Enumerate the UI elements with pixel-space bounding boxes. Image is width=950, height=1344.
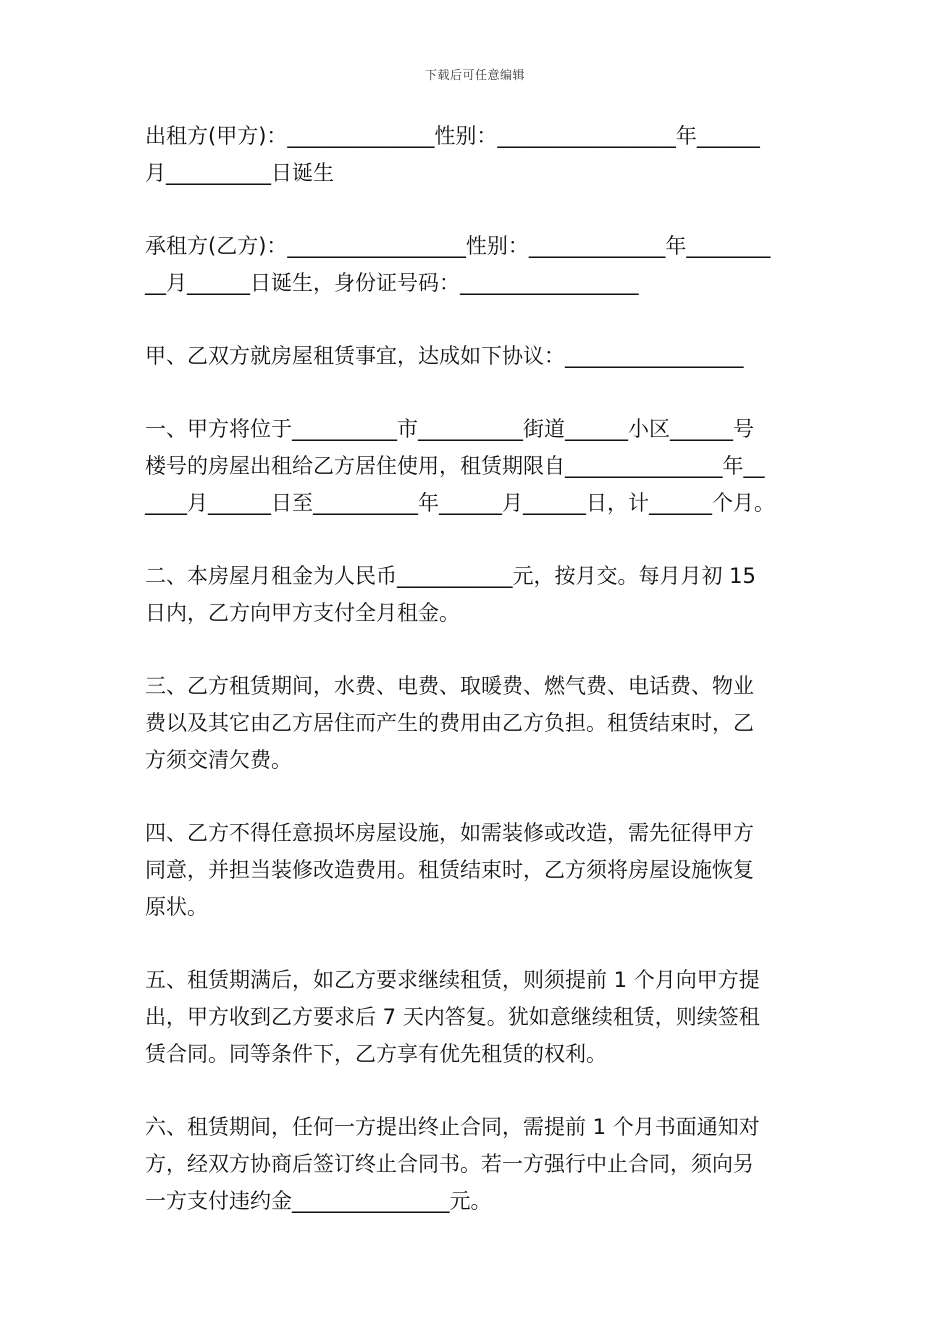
text-line: 同意，并担当装修改造费用。租赁结束时，乙方须将房屋设施恢复 <box>145 858 754 882</box>
clause-5 <box>145 962 810 1073</box>
text-line: 费以及其它由乙方居住而产生的费用由乙方负担。租赁结束时，乙 <box>145 711 754 735</box>
text-line: 一方支付违约金_______________元。 <box>145 1189 492 1213</box>
paragraph-lessee <box>145 228 810 302</box>
clause-6 <box>145 1109 810 1220</box>
text-line: 月__________日诞生 <box>145 161 334 185</box>
clause-4 <box>145 815 810 926</box>
text-line: 方，经双方协商后签订终止合同书。若一方强行中止合同，须向另 <box>145 1152 754 1176</box>
clause-2 <box>145 558 810 632</box>
text-line: 甲、乙双方就房屋租赁事宜，达成如下协议：_________________ <box>145 344 744 368</box>
text-line: 三、乙方租赁期间，水费、电费、取暖费、燃气费、电话费、物业 <box>145 674 754 698</box>
clause-1 <box>145 411 810 522</box>
text-line: 日内，乙方向甲方支付全月租金。 <box>145 601 460 625</box>
text-line: 二、本房屋月租金为人民币___________元，按月交。每月月初 15 <box>145 564 756 588</box>
text-line: ____月______日至__________年______月______日，计______个月。 <box>145 491 775 515</box>
contract-body <box>145 118 810 1256</box>
text-line: 六、租赁期间，任何一方提出终止合同，需提前 1 个月书面通知对 <box>145 1115 760 1139</box>
text-line: 出租方(甲方)：______________性别：_________________年______ <box>145 124 760 148</box>
page-header: 下载后可任意编辑 <box>424 68 525 82</box>
text-line: 方须交清欠费。 <box>145 748 292 772</box>
clause-3 <box>145 668 810 779</box>
text-line: 赁合同。同等条件下，乙方享有优先租赁的权利。 <box>145 1042 607 1066</box>
paragraph-lessor <box>145 118 810 192</box>
text-line: 一、甲方将位于__________市__________街道______小区______号 <box>145 417 754 441</box>
text-line: 原状。 <box>145 895 208 919</box>
text-line: 楼号的房屋出租给乙方居住使用，租赁期限自_______________年__ <box>145 454 765 478</box>
text-line: 五、租赁期满后，如乙方要求继续租赁，则须提前 1 个月向甲方提 <box>145 968 760 992</box>
text-line: 承租方(乙方)：_________________性别：_____________年________ <box>145 234 771 258</box>
text-line: 出，甲方收到乙方要求后 7 天内答复。犹如意继续租赁，则续签租 <box>145 1005 760 1029</box>
text-line: __月______日诞生，身份证号码：_________________ <box>145 271 639 295</box>
paragraph-agreement <box>145 338 810 375</box>
text-line: 四、乙方不得任意损坏房屋设施，如需装修或改造，需先征得甲方 <box>145 821 754 845</box>
